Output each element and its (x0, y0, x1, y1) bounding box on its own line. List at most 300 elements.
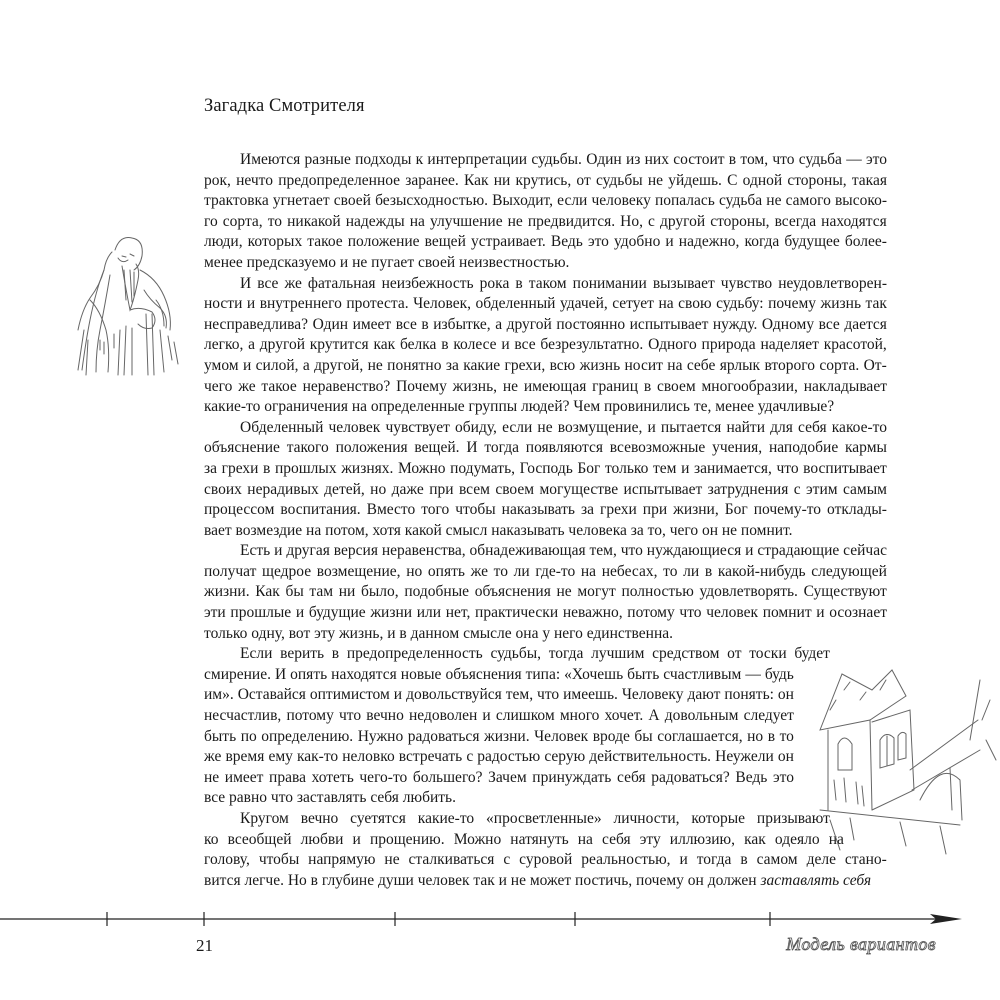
word: объяснения (474, 583, 551, 601)
word: будь (764, 665, 794, 683)
word: силой, (255, 356, 299, 374)
word: определению. (261, 727, 354, 745)
word: небесах, (601, 562, 658, 580)
word: находятся (821, 212, 887, 230)
word: в (643, 377, 652, 395)
word: не (367, 356, 383, 374)
word: для (770, 418, 793, 436)
word: судьбы (595, 171, 643, 189)
word: воспитывает (803, 459, 887, 477)
word: могуществе (539, 480, 619, 498)
word: с (793, 480, 801, 498)
word: таком (528, 274, 567, 292)
word: подумать, (450, 459, 516, 477)
word: прошлых (274, 459, 337, 477)
word: в (515, 274, 523, 292)
word: прощению. (369, 830, 445, 848)
word: нуждающиеся (646, 542, 742, 560)
word: имеет (224, 768, 264, 786)
word: пытается (660, 418, 722, 436)
word: всем (458, 480, 490, 498)
text-line (204, 171, 887, 192)
word: рока (479, 274, 510, 292)
word: постоянно (556, 315, 626, 333)
word: всеобщей (227, 830, 292, 848)
word: что (537, 686, 560, 704)
word: Оставайся (237, 686, 306, 704)
word: ни (493, 171, 511, 189)
word: довольным (664, 707, 739, 725)
word: неизбежность (381, 274, 474, 292)
word: находятся (331, 665, 397, 683)
word: Нужно (357, 727, 404, 745)
word: положения (335, 439, 408, 457)
text-line (204, 830, 844, 851)
word: дается (844, 315, 887, 333)
word: Бог (577, 459, 601, 477)
word: всегда (774, 212, 817, 230)
word: неважно, (562, 604, 623, 622)
word: имеющая (523, 377, 587, 395)
word: быть (204, 727, 237, 745)
word: Кругом (240, 810, 289, 827)
word: вещей. (414, 439, 460, 457)
word: вызывает (652, 274, 715, 292)
word: с (503, 851, 511, 869)
word: сорта, (222, 212, 263, 230)
body-text (204, 150, 887, 891)
word: чтобы (258, 851, 300, 869)
word: возмущение, (557, 418, 643, 436)
word: что (339, 707, 362, 725)
word: том, (740, 151, 769, 168)
page-number: 21 (196, 936, 213, 955)
word: Человеку (621, 686, 684, 704)
word: то (779, 727, 794, 745)
text-line (204, 541, 887, 562)
text-line (204, 232, 887, 253)
word: удовлетворять. (699, 583, 798, 601)
word: своих (204, 480, 242, 498)
word: жизнь, (452, 377, 498, 395)
word: жизнях. (341, 459, 394, 477)
word: ярлык (719, 356, 761, 374)
word: А (648, 707, 660, 725)
word: ности (204, 295, 243, 313)
text-line: все равно что заставлять себя любить. (204, 789, 456, 807)
word: по (240, 727, 257, 745)
text-line (204, 747, 794, 768)
word: счастливым (663, 665, 742, 683)
word: такое (261, 377, 297, 395)
word: любви (300, 830, 344, 848)
word: судьбы. (531, 151, 582, 168)
word: на (658, 295, 674, 313)
word: неравенства, (381, 542, 466, 560)
word: го (204, 212, 218, 230)
word: но (370, 480, 387, 498)
word: наделяет (760, 336, 819, 354)
word: и (274, 542, 283, 560)
word: нечто (236, 171, 273, 189)
word: то (493, 562, 508, 580)
word: тем, (589, 542, 617, 560)
word: понимании (572, 274, 647, 292)
word: избытке, (433, 315, 491, 333)
word: тогда (548, 645, 584, 663)
word: люди, (204, 233, 243, 251)
word: и (681, 459, 690, 477)
word: грехи, (504, 356, 546, 374)
word: все (514, 336, 536, 354)
word: рок, (204, 171, 231, 189)
text-line (204, 706, 794, 727)
word: действительность. (589, 748, 712, 766)
word: своем (656, 377, 696, 395)
word: Как (255, 583, 280, 601)
word: за (445, 356, 459, 374)
word: крутись, (515, 171, 572, 189)
word: радостью (477, 748, 541, 766)
word: как-то (296, 748, 339, 766)
word: и (295, 604, 305, 622)
word: там (309, 583, 334, 601)
word: оптимистом (309, 686, 390, 704)
text-line (204, 438, 887, 459)
word: — (846, 151, 862, 168)
word: чтобы (455, 501, 496, 519)
word: обиду, (455, 418, 497, 436)
word: какое-то (831, 418, 887, 436)
word: чувствует (385, 418, 450, 436)
word: более- (844, 233, 887, 251)
word: процессом (204, 501, 275, 519)
text-line (204, 418, 887, 439)
word: не (384, 851, 400, 869)
word: он (777, 748, 794, 766)
word: при (642, 501, 668, 519)
word: в (263, 459, 271, 477)
word: такая (851, 171, 887, 189)
word: Обделенный (240, 418, 324, 436)
word: все (257, 274, 279, 292)
word: Один (312, 315, 349, 333)
word: это (772, 768, 794, 786)
word: нужду. (712, 315, 758, 333)
word: права (269, 768, 306, 786)
word: щедрое (262, 562, 312, 580)
word: понятно (387, 356, 442, 374)
word: колесе (453, 336, 497, 354)
word: и (501, 336, 510, 354)
word: от (727, 645, 742, 663)
word: Человек (534, 727, 589, 745)
word: объяснение (204, 439, 280, 457)
word: если (557, 192, 588, 210)
word: но (406, 562, 423, 580)
word: несправедлива? (204, 315, 309, 333)
word: и (679, 851, 688, 869)
word: натянуть (510, 830, 569, 848)
word: тогда (696, 851, 732, 869)
word: судьбу: (716, 295, 764, 313)
word: если (502, 418, 533, 436)
word: бы (285, 583, 304, 601)
word: свою (678, 295, 712, 313)
word: радоваться? (651, 768, 730, 786)
word: состоит (673, 151, 725, 168)
word: С (727, 171, 738, 189)
word: что (679, 604, 702, 622)
word: судьбы, (490, 645, 542, 663)
word: за (580, 501, 594, 519)
word: неудовлетворен- (778, 274, 887, 292)
word: же (470, 562, 488, 580)
word: носит (624, 356, 663, 374)
word: накладывает (803, 377, 887, 395)
word: хотеть (311, 768, 354, 786)
text-line (204, 727, 794, 748)
word: — (745, 665, 761, 683)
word: в (441, 336, 449, 354)
word: а (302, 356, 310, 374)
word: это (865, 151, 887, 168)
word: найти (726, 418, 765, 436)
word: следует (743, 707, 794, 725)
word: трактовка (204, 192, 269, 210)
word: всю (549, 356, 576, 374)
word: из (625, 151, 641, 168)
word: все (395, 315, 417, 333)
word: жизни. (483, 727, 530, 745)
word: стороны, (787, 171, 847, 189)
word: крутится (309, 336, 369, 354)
word: и (816, 604, 825, 622)
word: них (644, 151, 669, 168)
text-line (204, 562, 887, 583)
word: и (352, 830, 361, 848)
word: стано- (844, 851, 887, 869)
text-span: вится легче. Но в глубине души человек так и не может постичь, почему он должен (204, 871, 761, 889)
word: и (246, 295, 256, 313)
word: тем, (505, 686, 534, 704)
word: напрямую (308, 851, 376, 869)
word: вроде (592, 727, 630, 745)
word: Вместо (366, 501, 416, 519)
word: тем (653, 459, 677, 477)
word: он (777, 686, 794, 704)
word: суетятся (350, 810, 406, 827)
word: многообразии, (701, 377, 798, 395)
word: объяснения (445, 665, 522, 683)
word: наказывать (501, 501, 575, 519)
word: разные (304, 151, 351, 168)
word: верить (280, 645, 325, 663)
word: помнит (762, 604, 812, 622)
text-line-final (204, 871, 887, 892)
word: не (502, 377, 519, 395)
word: сорта. (819, 356, 860, 374)
word: От- (863, 356, 887, 374)
word: какие-то (417, 810, 475, 827)
word: не (507, 212, 523, 230)
word: умом (204, 356, 239, 374)
word: улучшение (429, 212, 503, 230)
word: Почему (396, 377, 447, 395)
word: практически (475, 604, 559, 622)
word: большего? (412, 768, 483, 786)
word: чувство (720, 274, 773, 292)
text-line (204, 335, 887, 356)
word: Один (586, 151, 622, 168)
word: им». (204, 686, 234, 704)
word: И (240, 274, 252, 292)
word: самом (756, 851, 798, 869)
word: себя (602, 830, 631, 848)
word: эту (639, 830, 661, 848)
word: новые (400, 665, 442, 683)
word: принуждать (532, 768, 612, 786)
word: хочет. (604, 707, 644, 725)
word: себе (686, 356, 716, 374)
text-line (204, 500, 887, 521)
text-line: какие-то ограничения на определенные группы людей? Чем провинились те, менее удачливые? (204, 398, 835, 416)
word: несчастлив, (204, 707, 282, 725)
word: затруднения (707, 480, 789, 498)
word: границ (592, 377, 639, 395)
word: на (828, 830, 844, 848)
word: не (204, 768, 220, 786)
word: одной (742, 171, 783, 189)
word: Как (464, 171, 489, 189)
word: Одного (648, 336, 697, 354)
text-line (204, 809, 830, 830)
word: обделенный (475, 295, 556, 313)
word: занимается, (693, 459, 772, 477)
word: получат (204, 562, 257, 580)
word: человек (706, 604, 759, 622)
word: неравенство? (302, 377, 391, 395)
word: призывают (756, 810, 830, 827)
text-line (204, 768, 794, 789)
word: опять (427, 562, 465, 580)
word: могут (577, 583, 616, 601)
word: Зачем (488, 768, 527, 786)
word: страдающие (757, 542, 840, 560)
word: Выходит, (492, 192, 554, 210)
word: сейчас (843, 542, 887, 560)
text-line: вает возмездие на потом, хотя какой смысл наказывать человека за то, чего он не помнит. (204, 521, 793, 539)
word: деле (806, 851, 836, 869)
word: что (620, 542, 643, 560)
word: грехи (221, 459, 259, 477)
word: за (204, 459, 218, 477)
word: легко, (204, 336, 244, 354)
word: уйдешь. (668, 171, 722, 189)
word: типа: (525, 665, 561, 683)
word: своем (495, 480, 535, 498)
word: же (238, 377, 256, 395)
word: на (580, 562, 597, 580)
text-line: только одну, вот эту жизнь, и в данном смысле она у него единственна. (204, 624, 673, 642)
word: в (331, 645, 340, 663)
word: или (416, 604, 442, 622)
word: много (559, 707, 600, 725)
word: как (373, 336, 396, 354)
word: было, (360, 583, 399, 601)
house-illustration (810, 660, 1000, 860)
word: себя (617, 768, 646, 786)
word: и (745, 542, 754, 560)
word: что (776, 459, 799, 477)
word: одеяло (774, 830, 820, 848)
word: красотой, (823, 336, 887, 354)
word: наподобие (768, 439, 839, 457)
word: голову, (204, 851, 250, 869)
word: же (284, 274, 302, 292)
word: почему-то (753, 501, 822, 519)
word: не (647, 171, 664, 189)
word: будет (794, 645, 830, 663)
word: все (818, 315, 840, 333)
word: опять (290, 665, 328, 683)
word: в (728, 151, 737, 168)
word: положение (347, 233, 420, 251)
word: лучшим (591, 645, 645, 663)
word: воспитания. (280, 501, 361, 519)
word: самого (785, 192, 831, 210)
word: в (421, 315, 429, 333)
word: на (667, 356, 683, 374)
text-line (204, 150, 887, 171)
text-line (204, 603, 887, 624)
word: которых (247, 233, 303, 251)
word: судьба (719, 192, 763, 210)
word: почему (768, 295, 817, 313)
word: судьба (798, 151, 842, 168)
word: «просветленные» (486, 810, 602, 827)
word: Но, (620, 212, 643, 230)
word: стороны, (710, 212, 770, 230)
word: отклады- (827, 501, 887, 519)
word: появляются (525, 439, 603, 457)
word: понять: (724, 686, 774, 704)
word: жизнь (579, 356, 621, 374)
word: чего-то (359, 768, 408, 786)
word: полностью (621, 583, 694, 601)
word: самым (842, 480, 887, 498)
word: чего (204, 377, 233, 395)
word: даже (391, 480, 424, 498)
word: серую (544, 748, 586, 766)
text-line (204, 644, 830, 665)
word: учения, (712, 439, 763, 457)
word: что (772, 151, 795, 168)
word: какие (463, 356, 501, 374)
text-line (204, 459, 887, 480)
word: при (429, 480, 454, 498)
word: и (647, 418, 656, 436)
text-line (204, 212, 887, 233)
watchman-illustration (60, 230, 185, 380)
word: слишком (495, 707, 555, 725)
word: ни (338, 583, 356, 601)
word: будущие (308, 604, 366, 622)
word: фатальная (307, 274, 376, 292)
word: человеку (591, 192, 651, 210)
word: где-то (535, 562, 576, 580)
word: человек (328, 418, 381, 436)
